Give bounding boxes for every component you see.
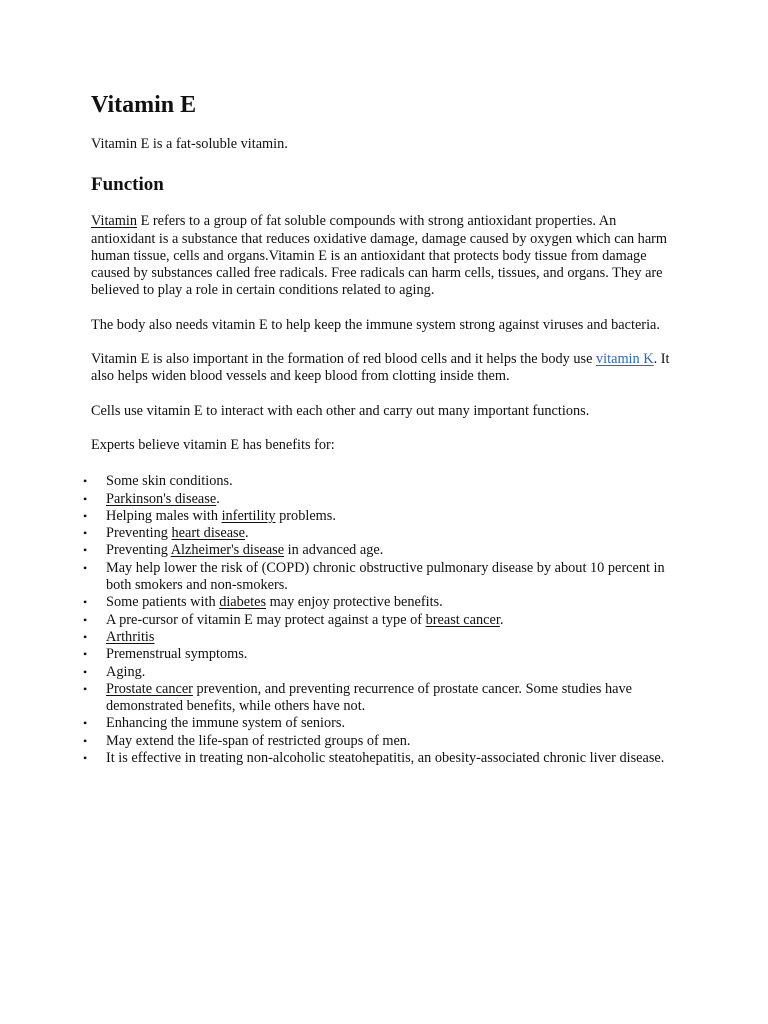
list-item-text: . — [499, 611, 504, 628]
function-paragraph-3 — [91, 351, 673, 386]
list-item-text: in advanced age. — [284, 542, 384, 559]
list-item — [83, 750, 673, 767]
list-item — [83, 732, 673, 750]
list-item — [83, 594, 673, 611]
bullet-icon: • — [83, 612, 88, 627]
function-heading: Function — [91, 174, 164, 196]
list-item-text: Some patients with — [106, 594, 220, 611]
vitamin-k-link[interactable]: vitamin K — [596, 351, 654, 368]
bullet-icon: • — [83, 508, 88, 523]
list-item-text: It is effective in treating non-alcoholic steatohepatitis, an obesity-associated chronic liver disease. — [106, 750, 665, 767]
list-item-link[interactable]: Arthritis — [106, 628, 155, 645]
list-item-text: may enjoy protective benefits. — [266, 594, 443, 611]
bullet-icon: • — [83, 751, 88, 766]
function-paragraph-3-before: Vitamin E is also important in the formation of red blood cells and it helps the body use — [91, 351, 596, 368]
list-item-text: Premenstrual symptoms. — [106, 646, 248, 663]
list-item-text: Aging. — [106, 663, 146, 680]
list-item-link[interactable]: breast cancer — [425, 611, 500, 628]
list-item-text: A pre-cursor of vitamin E may protect against a type of — [106, 611, 426, 628]
bullet-icon: • — [83, 647, 88, 662]
list-item-text: . — [216, 490, 220, 507]
list-item — [83, 715, 673, 732]
list-item-link[interactable]: infertility — [221, 507, 276, 524]
bullet-icon: • — [83, 664, 88, 679]
bullet-icon: • — [83, 716, 88, 731]
article-content — [83, 88, 673, 767]
benefits-list — [83, 473, 673, 767]
list-item-text: Preventing — [106, 525, 172, 542]
list-item-link[interactable]: Alzheimer's disease — [170, 542, 285, 559]
list-item-text: Helping males with — [106, 507, 222, 524]
function-paragraph-1 — [91, 213, 673, 299]
list-item — [83, 646, 673, 663]
bullet-icon: • — [83, 543, 88, 558]
intro-text: Vitamin E is a fat-soluble vitamin. — [91, 136, 288, 152]
list-item — [83, 507, 673, 525]
bullet-icon: • — [83, 733, 88, 748]
list-item — [83, 490, 673, 508]
list-item — [83, 525, 673, 542]
list-item-link[interactable]: Parkinson's disease — [106, 490, 217, 507]
list-item — [83, 663, 673, 681]
bullet-icon: • — [83, 560, 88, 575]
vitamin-link[interactable]: Vitamin — [91, 213, 137, 230]
list-item — [83, 473, 673, 490]
list-item — [83, 611, 673, 629]
list-item-text: May extend the life-span of restricted groups of men. — [106, 732, 411, 749]
function-paragraph-2: The body also needs vitamin E to help keep the immune system strong against viruses and bacteria. — [91, 316, 660, 333]
list-item-link[interactable]: heart disease — [171, 525, 245, 542]
bullet-icon: • — [83, 595, 88, 610]
list-item-text: May help lower the risk of (COPD) chronic obstructive pulmonary disease by about 10 percent in both smokers and non-smokers. — [106, 559, 665, 594]
list-item — [83, 680, 673, 716]
list-item-text: Enhancing the immune system of seniors. — [106, 715, 346, 732]
bullet-icon: • — [83, 474, 88, 489]
bullet-icon: • — [83, 491, 88, 506]
list-item-text: . — [244, 525, 249, 542]
benefits-intro: Experts believe vitamin E has benefits for: — [91, 436, 335, 453]
list-item-text: problems. — [275, 507, 336, 524]
list-item-text: Preventing — [106, 542, 171, 559]
list-item-link[interactable]: diabetes — [219, 594, 267, 611]
page-title: Vitamin E — [91, 92, 197, 118]
bullet-icon: • — [83, 681, 88, 696]
list-item-link[interactable]: Prostate cancer — [106, 680, 193, 697]
bullet-icon: • — [83, 526, 88, 541]
list-item — [83, 628, 673, 646]
list-item — [83, 559, 673, 595]
bullet-icon: • — [83, 629, 88, 644]
function-paragraph-3-after: . It also helps widen blood vessels and keep blood from clotting inside them. — [91, 351, 670, 385]
function-paragraph-1-text: E refers to a group of fat soluble compounds with strong antioxidant properties. An antioxidant is a substance that reduces oxidative damage, damage caused by oxygen which can harm human tissue, cells and organs.Vitamin E is an antioxidant that protects body tissue from damage caused by substances called free radicals. Free radicals can harm cells, tissues, and organs. They are believed to play a role in certain conditions related to aging. — [91, 213, 668, 299]
list-item — [83, 542, 673, 559]
function-paragraph-4: Cells use vitamin E to interact with each other and carry out many important functions. — [91, 402, 590, 419]
list-item-text: Some skin conditions. — [106, 473, 233, 490]
list-item-text: prevention, and preventing recurrence of prostate cancer. Some studies have demonstrated benefits, while others have not. — [106, 680, 632, 715]
